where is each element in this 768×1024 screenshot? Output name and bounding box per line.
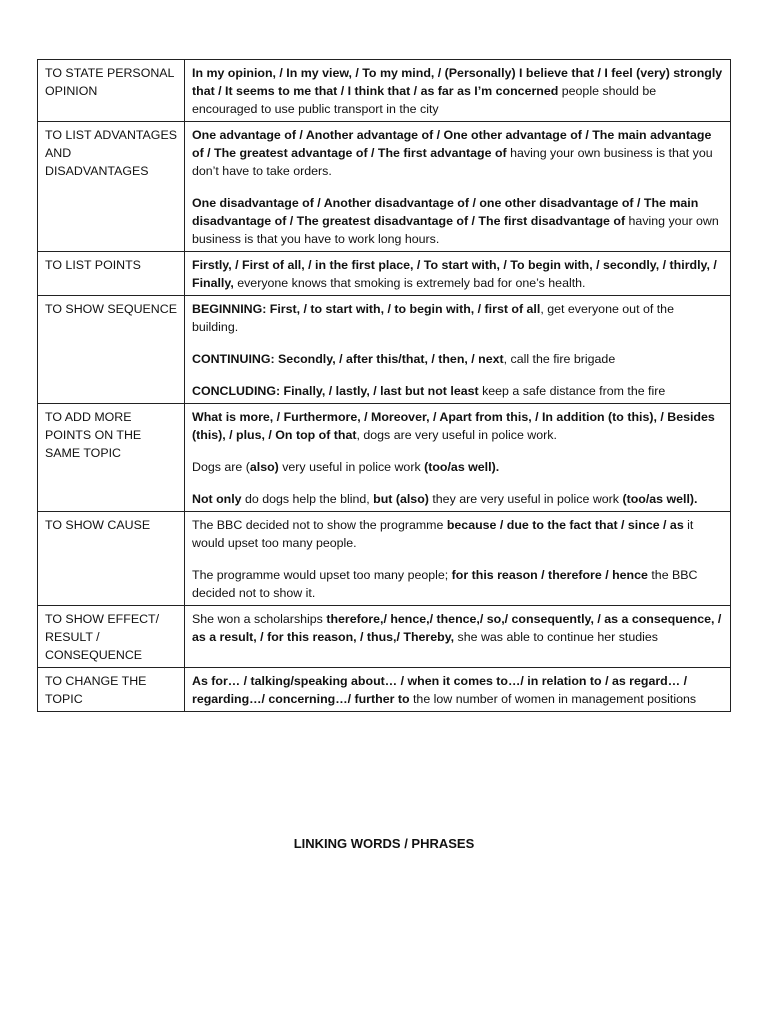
linking-phrase: What is more, / Furthermore, / Moreover, / Apart from this, / In addition (to this), / Besides (this), / plus, / On top of that [192, 410, 715, 442]
linking-phrase: but (also) [373, 492, 429, 506]
linking-phrase: Not only [192, 492, 242, 506]
linking-phrase: CONTINUING: Secondly, / after this/that, / then, / next [192, 352, 504, 366]
example-text: Dogs are ( [192, 460, 250, 474]
row-label: TO SHOW SEQUENCE [38, 296, 185, 404]
table-row [38, 252, 731, 296]
row-label: TO SHOW EFFECT/ RESULT / CONSEQUENCE [38, 606, 185, 668]
row-examples [185, 252, 731, 296]
row-examples [185, 512, 731, 606]
linking-phrase: (too/as well). [622, 492, 698, 506]
example-paragraph [192, 610, 723, 646]
example-text: She won a scholarships [192, 612, 327, 626]
linking-phrase: because / due to the fact that / since / as [446, 518, 684, 532]
example-text: the low number of women in management positions [409, 692, 697, 706]
linking-phrase: One disadvantage of / Another disadvantage of / one other disadvantage of / The main disadvantage of / The greatest disadvantage of / The first disadvantage of [192, 196, 699, 228]
example-paragraph [192, 300, 723, 336]
linking-phrase: In my opinion, / In my view, / To my mind, / (Personally) I believe that / I feel (very) strongly that / It seems to me that / I think that / as far as I’m concerned [192, 66, 723, 98]
table-row [38, 606, 731, 668]
linking-phrase: BEGINNING: First, / to start with, / to begin with, / first of all [192, 302, 541, 316]
row-label: TO STATE PERSONAL OPINION [38, 60, 185, 122]
example-paragraph [192, 256, 723, 292]
example-text: having your own business is that you don’t have to take orders. [192, 146, 713, 178]
row-examples [185, 668, 731, 712]
example-paragraph [192, 672, 723, 708]
example-paragraph [192, 408, 723, 444]
table-caption: LINKING WORDS / PHRASES [293, 836, 475, 851]
example-text: everyone knows that smoking is extremely bad for one’s health. [233, 276, 586, 290]
example-text: it would upset too many people. [192, 518, 694, 550]
example-text: The BBC decided not to show the programme [192, 518, 447, 532]
linking-phrase: One advantage of / Another advantage of / One other advantage of / The main advantage of / The greatest advantage of / The first advantage of [192, 128, 712, 160]
example-paragraph [192, 382, 723, 400]
example-paragraph [192, 458, 723, 476]
table-row [38, 296, 731, 404]
table-body [38, 60, 731, 712]
linking-phrase: for this reason / therefore / hence [451, 568, 648, 582]
row-label: TO ADD MORE POINTS ON THE SAME TOPIC [38, 404, 185, 512]
example-paragraph [192, 516, 723, 552]
table-row [38, 512, 731, 606]
example-paragraph [192, 194, 723, 248]
example-text: having your own business is that you have to work long hours. [192, 214, 719, 246]
row-examples [185, 404, 731, 512]
row-label: TO LIST ADVANTAGES AND DISADVANTAGES [38, 122, 185, 252]
linking-phrase: also) [249, 460, 279, 474]
example-text: they are very useful in police work [428, 492, 623, 506]
row-examples [185, 606, 731, 668]
row-label: TO LIST POINTS [38, 252, 185, 296]
table-row [38, 668, 731, 712]
example-text: very useful in police work [278, 460, 425, 474]
linking-phrase: (too/as well). [424, 460, 500, 474]
example-text: she was able to continue her studies [454, 630, 658, 644]
example-paragraph [192, 64, 723, 118]
example-text: , dogs are very useful in police work. [356, 428, 557, 442]
example-text: the BBC decided not to show it. [192, 568, 698, 600]
table-row [38, 122, 731, 252]
example-paragraph [192, 490, 723, 508]
linking-words-table [37, 59, 731, 712]
linking-phrase: CONCLUDING: Finally, / lastly, / last but not least [192, 384, 479, 398]
linking-phrase: therefore,/ hence,/ thence,/ so,/ consequently, / as a consequence, / as a result, / for this reason, / thus,/ Thereby, [192, 612, 722, 644]
example-text: , call the fire brigade [503, 352, 616, 366]
row-examples [185, 296, 731, 404]
example-text: , get everyone out of the building. [192, 302, 674, 334]
example-paragraph [192, 126, 723, 180]
example-text: keep a safe distance from the fire [478, 384, 666, 398]
example-text: people should be encouraged to use public transport in the city [192, 84, 657, 116]
row-examples [185, 122, 731, 252]
linking-phrase: Firstly, / First of all, / in the first place, / To start with, / To begin with, / secondly, / thirdly, / Finally, [192, 258, 717, 290]
example-text: do dogs help the blind, [241, 492, 374, 506]
row-label: TO SHOW CAUSE [38, 512, 185, 606]
table-row [38, 404, 731, 512]
row-label: TO CHANGE THE TOPIC [38, 668, 185, 712]
example-paragraph [192, 350, 723, 368]
table-row [38, 60, 731, 122]
example-paragraph [192, 566, 723, 602]
row-examples [185, 60, 731, 122]
example-text: The programme would upset too many people; [192, 568, 452, 582]
linking-phrase: As for… / talking/speaking about… / when it comes to…/ in relation to / as regard… / regarding…/ concerning…/ further to [192, 674, 688, 706]
